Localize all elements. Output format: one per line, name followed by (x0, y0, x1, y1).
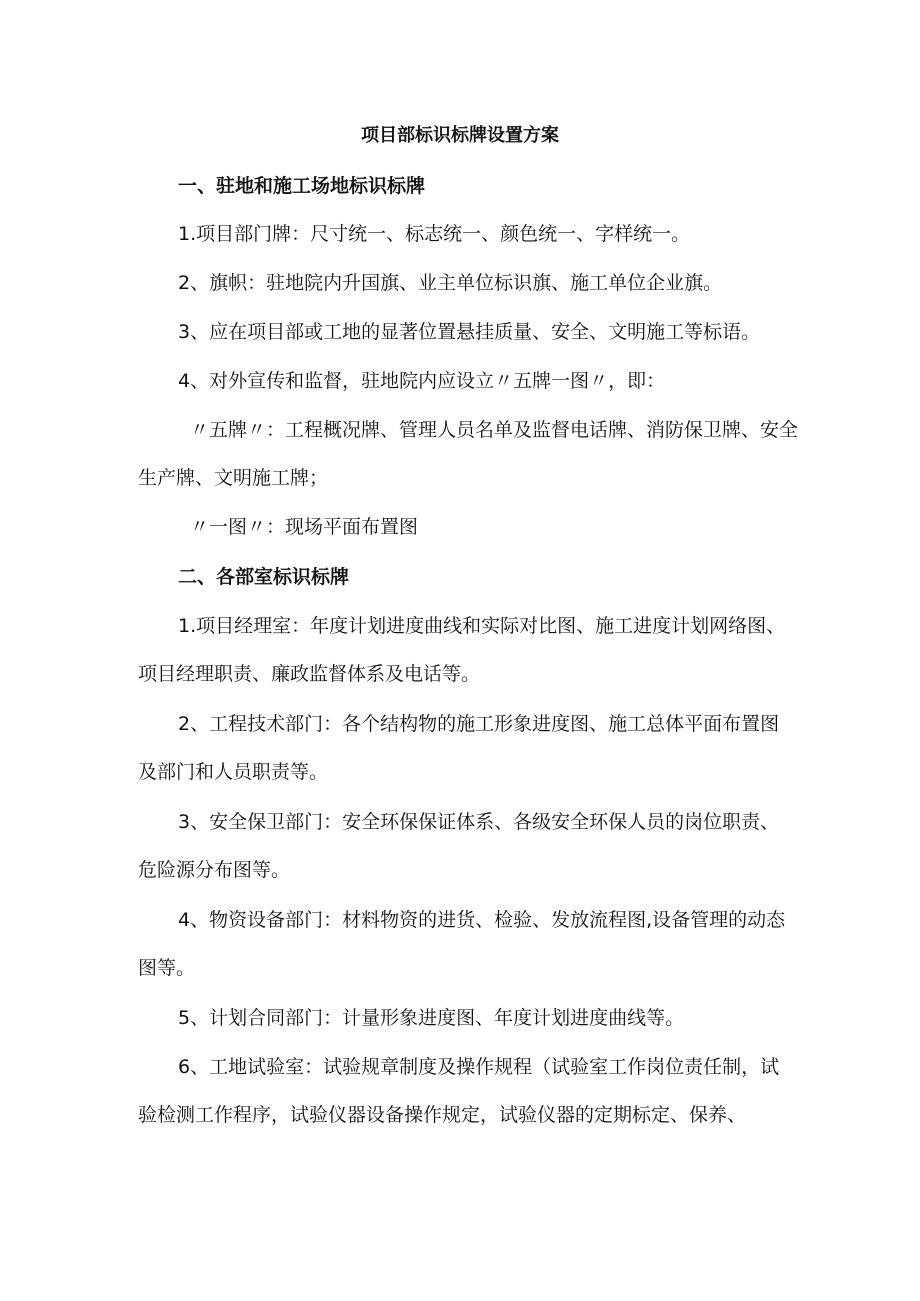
section-2-item-3: 3、安全保卫部门：安全环保保证体系、各级安全环保人员的岗位职责、危险源分布图等。 (138, 811, 780, 881)
section-2-item-6: 6、工地试验室：试验规章制度及操作规程（试验室工作岗位责任制，试验检测工作程序，试验仪器设备操作规定，试验仪器的定期标定、保养、 (138, 1056, 780, 1126)
section-1-item-6: 〃一图〃：现场平面布置图 (190, 516, 419, 538)
section-1-item-4: 4、对外宣传和监督，驻地院内应设立〃五牌一图〃，即： (178, 370, 666, 392)
section-1-item-2: 2、旗帜：驻地院内升国旗、业主单位标识旗、施工单位企业旗。 (178, 272, 723, 294)
section-2-item-4: 4、物资设备部门：材料物资的进货、检验、发放流程图,设备管理的动态图等。 (138, 909, 786, 979)
section-2-item-2: 2、工程技术部门：各个结构物的施工形象进度图、施工总体平面布置图及部门和人员职责等。 (138, 713, 780, 783)
section-1-item-3: 3、应在项目部或工地的显著位置悬挂质量、安全、文明施工等标语。 (178, 321, 761, 343)
section-2-heading: 二、各部室标识标牌 (178, 566, 350, 588)
section-2-item-5: 5、计划合同部门：计量形象进度图、年度计划进度曲线等。 (178, 1007, 685, 1029)
section-1-heading: 一、驻地和施工场地标识标牌 (178, 175, 426, 197)
document-title: 项目部标识标牌设置方案 (361, 125, 559, 146)
section-1-item-5: 〃五牌〃：工程概况牌、管理人员名单及监督电话牌、消防保卫牌、安全生产牌、文明施工牌； (138, 419, 799, 489)
section-1-item-1: 1.项目部门牌：尺寸统一、标志统一、颜色统一、字样统一。 (178, 223, 691, 245)
section-2-item-1: 1.项目经理室：年度计划进度曲线和实际对比图、施工进度计划网络图、项目经理职责、廉政监督体系及电话等。 (138, 615, 786, 685)
